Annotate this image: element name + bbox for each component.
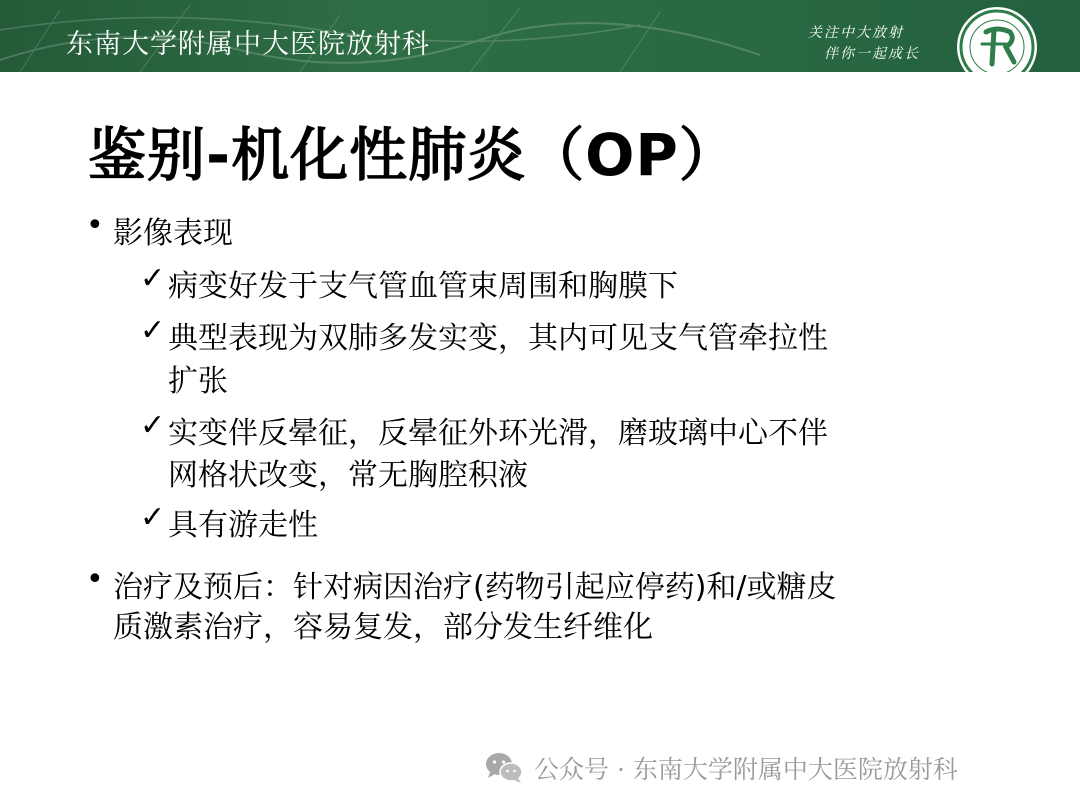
check-icon: ✓	[140, 261, 166, 296]
list-item-line: 网格状改变，常无胸腔积液	[168, 458, 528, 493]
section-text-line: 治疗及预后：针对病因治疗(药物引起应停药)和/或糖皮	[113, 570, 837, 605]
list-item-line: 扩张	[168, 364, 228, 399]
department-name: 东南大学附属中大医院放射科	[66, 29, 430, 60]
section-text-line: 质激素治疗，容易复发，部分发生纤维化	[113, 610, 653, 645]
check-icon: ✓	[140, 408, 166, 443]
list-item-line: 典型表现为双肺多发实变，其内可见支气管牵拉性	[168, 321, 828, 356]
list-item-line: 具有游走性	[168, 508, 318, 543]
bullet-marker: •	[86, 562, 104, 597]
watermark	[484, 748, 958, 788]
slogan-line-2: 伴你一起成长	[824, 46, 920, 62]
hospital-logo-icon	[952, 4, 1042, 72]
check-icon: ✓	[140, 500, 166, 535]
header-bar	[0, 0, 1080, 72]
list-item-line: 实变伴反晕征，反晕征外环光滑，磨玻璃中心不伴	[168, 416, 828, 451]
section-heading: 影像表现	[113, 216, 233, 251]
check-icon: ✓	[140, 313, 166, 348]
bullet-marker: •	[86, 208, 104, 243]
slogan-line-1: 关注中大放射	[808, 25, 904, 41]
list-item-line: 病变好发于支气管血管束周围和胸膜下	[168, 269, 678, 304]
watermark-text: 公众号 · 东南大学附属中大医院放射科	[534, 755, 958, 784]
slide-title: 鉴别-机化性肺炎（OP）	[88, 121, 738, 189]
wechat-icon	[484, 751, 524, 785]
